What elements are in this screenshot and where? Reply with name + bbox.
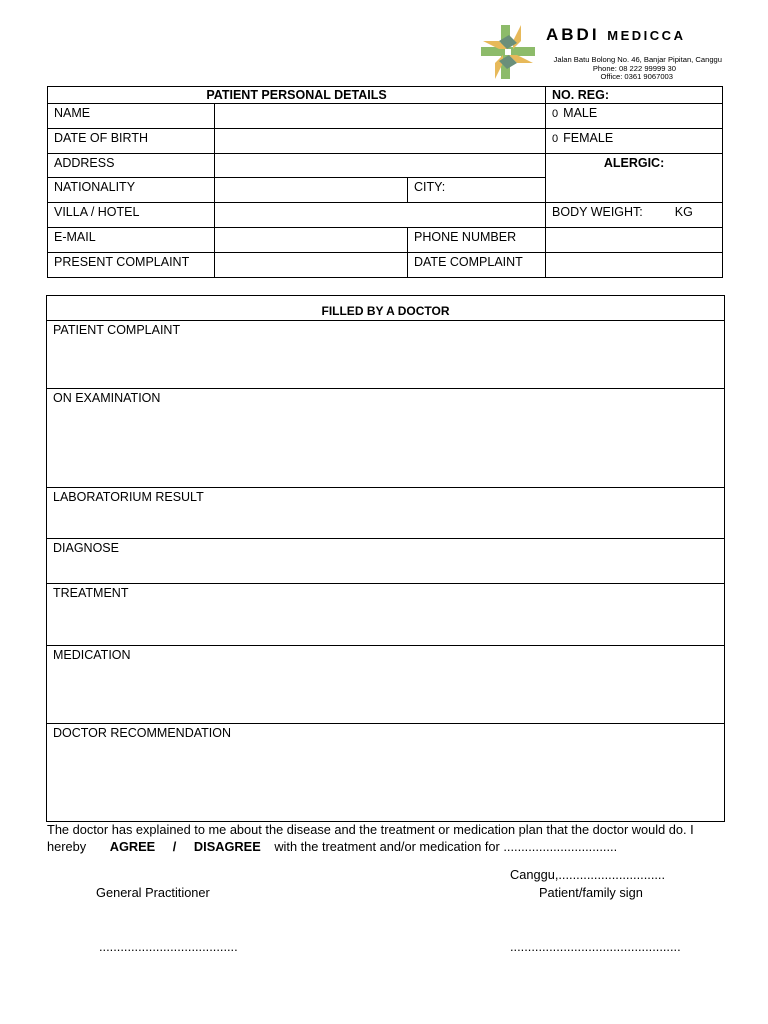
medication-label: MEDICATION (53, 648, 131, 662)
on-examination-label: ON EXAMINATION (53, 391, 161, 405)
body-weight-label: BODY WEIGHT: (552, 205, 643, 220)
male-radio[interactable]: 0 (552, 108, 559, 120)
villa-label: VILLA / HOTEL (48, 203, 215, 228)
male-option[interactable] (546, 104, 723, 129)
doctor-recommendation-field[interactable] (47, 723, 724, 821)
city-field[interactable]: CITY: (408, 178, 546, 203)
consent-statement (47, 821, 737, 855)
female-label: FEMALE (563, 130, 614, 145)
no-reg-field[interactable]: NO. REG: (546, 87, 723, 104)
address-field[interactable] (215, 153, 546, 178)
patient-complaint-label: PATIENT COMPLAINT (53, 323, 181, 337)
patient-family-sign-label: Patient/family sign (539, 885, 643, 900)
dob-field[interactable] (215, 128, 546, 153)
consent-hereby: hereby (47, 839, 87, 854)
brand-phone: Phone: 08 222 99999 30 (592, 64, 676, 73)
present-complaint-label: PRESENT COMPLAINT (48, 252, 215, 277)
female-radio[interactable]: 0 (552, 132, 559, 145)
brand-address: Jalan Batu Bolong No. 46, Banjar Pipitan, Canggu (553, 55, 722, 64)
address-label: ADDRESS (48, 153, 215, 178)
female-option[interactable] (546, 128, 723, 153)
alergic-label: ALERGIC: (603, 155, 665, 170)
diagnose-label: DIAGNOSE (53, 541, 119, 555)
consent-line-2 (47, 838, 737, 855)
villa-field[interactable] (215, 203, 546, 228)
brand-name-sub: MEDICCA (607, 28, 686, 43)
doctor-recommendation-label: DOCTOR RECOMMENDATION (53, 726, 232, 740)
treatment-label: TREATMENT (53, 586, 129, 600)
on-examination-field[interactable] (47, 388, 724, 487)
laboratorium-result-label: LABORATORIUM RESULT (53, 490, 204, 504)
date-complaint-field[interactable] (546, 252, 723, 277)
alergic-field[interactable] (546, 153, 723, 203)
name-field[interactable] (215, 104, 546, 129)
phone-field[interactable] (546, 227, 723, 252)
brand-name (546, 25, 685, 45)
consent-rest: with the treatment and/or medication for ................................ (274, 839, 618, 854)
email-label: E-MAIL (48, 227, 215, 252)
doctor-section-header: FILLED BY A DOCTOR (321, 304, 450, 318)
consent-line-1: The doctor has explained to me about the disease and the treatment or medication plan that the doctor would do. I (47, 822, 694, 837)
brand-office: Office: 0361 9067003 (600, 72, 673, 81)
name-label: NAME (48, 104, 215, 129)
male-label: MALE (563, 106, 598, 120)
nationality-label: NATIONALITY (48, 178, 215, 203)
agree-option[interactable]: AGREE (109, 839, 156, 854)
email-field[interactable] (215, 227, 408, 252)
kg-label: KG (674, 205, 693, 220)
date-complaint-label: DATE COMPLAINT (408, 252, 546, 277)
personal-details-header: PATIENT PERSONAL DETAILS (48, 87, 546, 104)
treatment-field[interactable] (47, 583, 724, 645)
brand-name-main: ABDI (546, 25, 600, 44)
consent-slash: / (172, 839, 177, 854)
doctor-section-table (46, 295, 725, 822)
general-practitioner-label: General Practitioner (96, 885, 210, 900)
disagree-option[interactable]: DISAGREE (193, 839, 261, 854)
diagnose-field[interactable] (47, 538, 724, 583)
place-date-field[interactable]: Canggu,.............................. (510, 867, 666, 882)
dob-label: DATE OF BIRTH (48, 128, 215, 153)
gp-signature-line[interactable]: ....................................... (99, 939, 238, 954)
patient-signature-line[interactable]: ................................................ (510, 939, 681, 954)
phone-label: PHONE NUMBER (408, 227, 546, 252)
laboratorium-result-field[interactable] (47, 487, 724, 538)
patient-personal-details-table (47, 86, 723, 278)
patient-complaint-field[interactable] (47, 320, 724, 388)
present-complaint-field[interactable] (215, 252, 408, 277)
body-weight-field[interactable] (546, 203, 723, 228)
medication-field[interactable] (47, 645, 724, 723)
nationality-field[interactable] (215, 178, 408, 203)
